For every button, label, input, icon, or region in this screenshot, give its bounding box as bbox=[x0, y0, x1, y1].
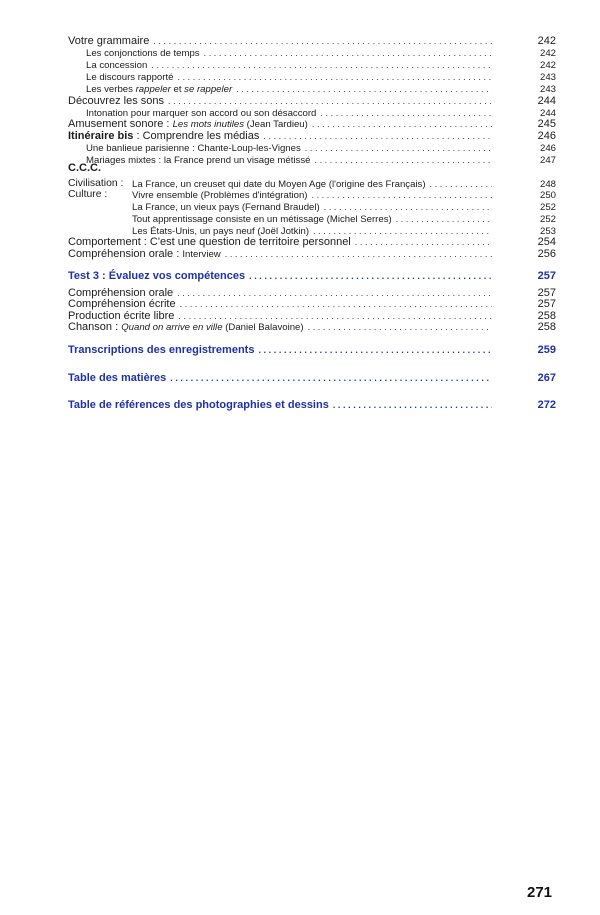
toc-entry-title: Amusement sonore : Les mots inutiles (Jean Tardieu) bbox=[68, 118, 308, 130]
leader-dots bbox=[170, 372, 492, 385]
toc-entry-title: La France, un vieux pays (Fernand Braudel) bbox=[132, 202, 320, 213]
toc-entry-title: Test 3 : Évaluez vos compétences bbox=[68, 270, 246, 282]
toc-entry-test-3 bbox=[68, 270, 556, 283]
toc-entry-title: Transcriptions des enregistrements bbox=[68, 344, 255, 356]
category-label-civilisation: Civilisation : bbox=[68, 178, 124, 189]
toc-entry-table-des-matieres bbox=[68, 372, 556, 385]
toc-entry-page: 248 bbox=[539, 179, 556, 190]
toc-entry-page: 242 bbox=[539, 48, 556, 59]
toc-entry-chanson bbox=[68, 321, 556, 334]
leader-dots bbox=[333, 399, 492, 412]
toc-entry-page: 252 bbox=[539, 214, 556, 225]
toc-entry-title: Mariages mixtes : la France prend un visage métissé bbox=[86, 155, 311, 166]
toc-entry-transcriptions bbox=[68, 344, 556, 357]
toc-entry-page: 243 bbox=[539, 72, 556, 83]
toc-entry-title: Découvrez les sons bbox=[68, 95, 164, 107]
leader-dots bbox=[249, 270, 492, 283]
toc-entry-title: Production écrite libre bbox=[68, 310, 175, 322]
toc-entry-title: Les verbes rappeler et se rappeler bbox=[86, 84, 233, 95]
toc-entry-title: Le discours rapporté bbox=[86, 72, 174, 83]
toc-entry-title: Compréhension orale bbox=[68, 287, 174, 299]
toc-entry-title: Tout apprentissage consiste en un métissage (Michel Serres) bbox=[132, 214, 392, 225]
toc-entry-title: Table des matières bbox=[68, 372, 167, 384]
toc-entry-page: 242 bbox=[539, 60, 556, 71]
toc-entry-page: 259 bbox=[537, 344, 556, 356]
toc-entry-page: 256 bbox=[537, 248, 556, 260]
toc-entry-page: 245 bbox=[537, 118, 556, 130]
toc-entry-title: Compréhension écrite bbox=[68, 298, 176, 310]
toc-entry-title: Les conjonctions de temps bbox=[86, 48, 200, 59]
toc-entry-page: 257 bbox=[537, 298, 556, 310]
toc-entry-title: Table de références des photographies et dessins bbox=[68, 399, 329, 411]
toc-entry-page: 257 bbox=[537, 287, 556, 299]
toc-entry-comprehension-orale-interview bbox=[68, 248, 556, 261]
toc-entry-title: Intonation pour marquer son accord ou son désaccord bbox=[86, 108, 317, 119]
toc-entry-page: 246 bbox=[539, 143, 556, 154]
toc-entry-title: Comportement : C'est une question de territoire personnel bbox=[68, 236, 351, 248]
toc-entry-page: 247 bbox=[539, 155, 556, 166]
toc-entry-title: Compréhension orale : Interview bbox=[68, 248, 221, 260]
toc-entry-page: 267 bbox=[537, 372, 556, 384]
leader-dots bbox=[314, 154, 492, 167]
toc-entry-title: Vivre ensemble (Problèmes d'intégration) bbox=[132, 190, 308, 201]
toc-entry-table-references bbox=[68, 399, 556, 412]
toc-entry-page: 253 bbox=[539, 226, 556, 237]
toc-entry-page: 254 bbox=[537, 236, 556, 248]
page-number: 271 bbox=[527, 884, 553, 901]
toc-entry-page: 272 bbox=[537, 399, 556, 411]
toc-entry-title: Chanson : Quand on arrive en ville (Daniel Balavoine) bbox=[68, 321, 304, 333]
toc-entry-page: 243 bbox=[539, 84, 556, 95]
section-heading-ccc: C.C.C. bbox=[68, 162, 101, 174]
toc-entry-title: Votre grammaire bbox=[68, 35, 150, 47]
toc-entry-title: La concession bbox=[86, 60, 148, 71]
toc-entry-page: 258 bbox=[537, 321, 556, 333]
leader-dots bbox=[308, 321, 492, 334]
toc-entry-title: La France, un creuset qui date du Moyen Age (l'origine des Français) bbox=[132, 179, 426, 190]
toc-entry-title: Les États-Unis, un pays neuf (Joël Jotkin) bbox=[132, 226, 310, 237]
leader-dots bbox=[225, 248, 492, 261]
leader-dots bbox=[258, 344, 492, 357]
toc-entry-page: 252 bbox=[539, 202, 556, 213]
toc-entry-title: Itinéraire bis : Comprendre les médias bbox=[68, 130, 260, 142]
toc-entry-title: Une banlieue parisienne : Chante-Loup-les-Vignes bbox=[86, 143, 301, 154]
category-label-culture: Culture : bbox=[68, 189, 108, 200]
toc-entry-page: 258 bbox=[537, 310, 556, 322]
toc-entry-page: 257 bbox=[537, 270, 556, 282]
toc-entry-page: 244 bbox=[539, 108, 556, 119]
toc-entry-page: 246 bbox=[537, 130, 556, 142]
toc-entry-page: 242 bbox=[537, 35, 556, 47]
toc-entry-page: 250 bbox=[539, 190, 556, 201]
toc-entry-mariages-mixtes bbox=[86, 154, 556, 167]
toc-entry-page: 244 bbox=[537, 95, 556, 107]
